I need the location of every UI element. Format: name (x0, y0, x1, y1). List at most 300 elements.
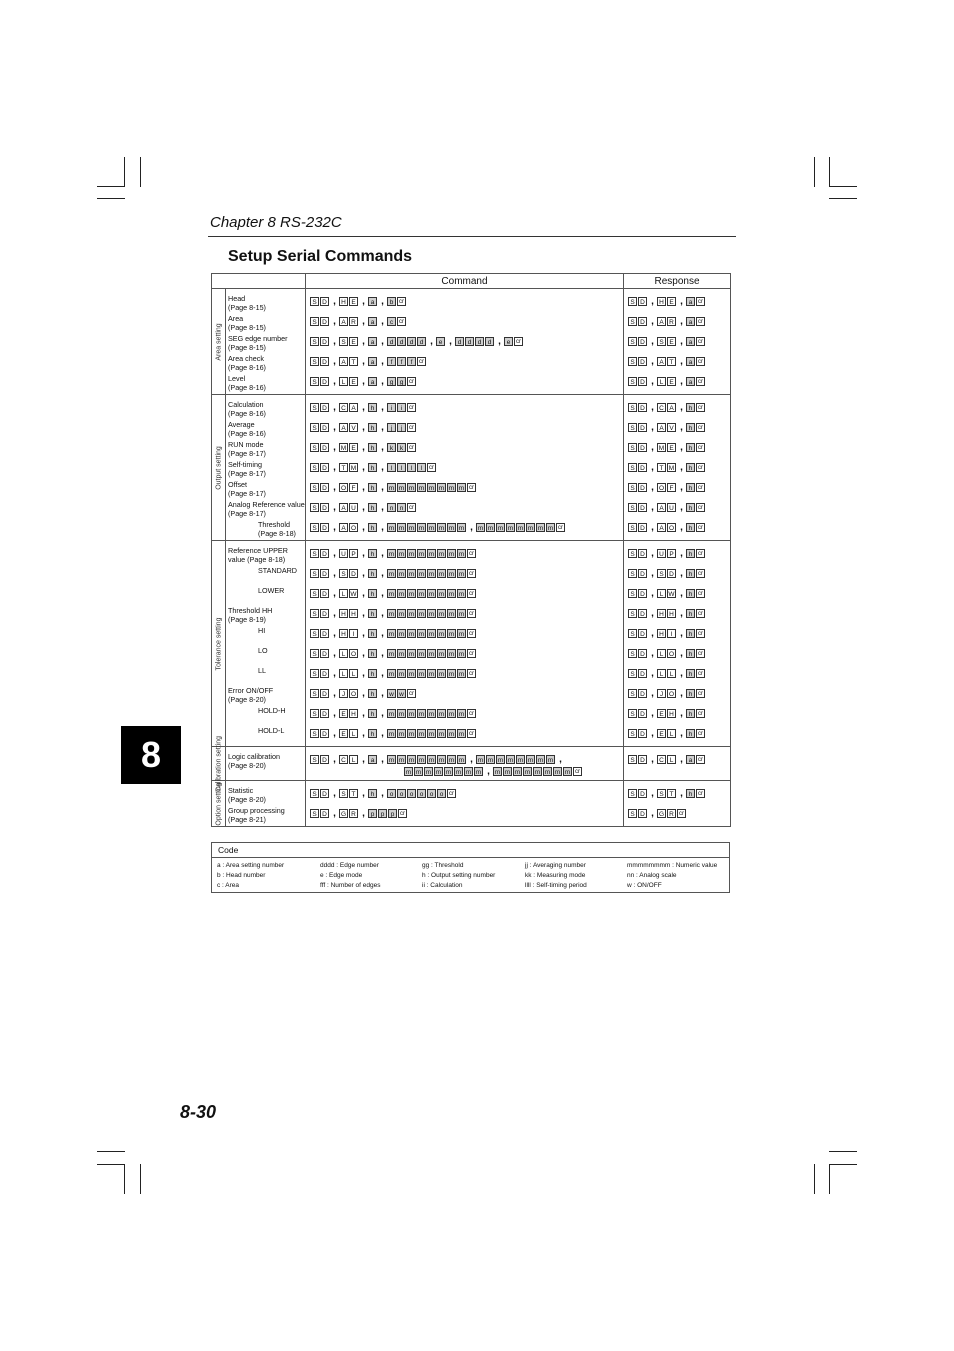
char-box: D (320, 609, 329, 618)
char-box: m (398, 485, 405, 492)
char-comma: , (362, 668, 365, 679)
char-box: m (428, 631, 435, 638)
response-row (624, 603, 730, 623)
char-box: O (340, 485, 347, 492)
char-box: m (428, 651, 435, 658)
char-sequence (306, 517, 623, 533)
char-comma: , (362, 808, 365, 819)
label-page-ref: (Page 8-16) (228, 408, 266, 418)
char-box: J (657, 689, 666, 698)
response-cell (624, 395, 731, 541)
char-box: m (428, 757, 435, 764)
char-sequence (624, 683, 730, 699)
char-comma: , (651, 688, 654, 699)
char-box: O (350, 691, 357, 698)
char-comma: , (651, 668, 654, 679)
char-box: S (310, 809, 319, 818)
command-row (306, 477, 623, 497)
char-box: H (657, 297, 666, 306)
response-cell (624, 541, 731, 747)
char-box: S (310, 377, 319, 386)
char-box: D (320, 589, 329, 598)
char-box: S (310, 549, 319, 558)
char-box: S (657, 789, 666, 798)
response-row (624, 643, 730, 663)
char-cr: cr (698, 379, 703, 385)
char-box: T (667, 789, 676, 798)
char-comma: , (680, 462, 683, 473)
char-box: A (667, 403, 676, 412)
char-comma: , (362, 608, 365, 619)
char-comma: , (333, 688, 336, 699)
char-comma: , (651, 356, 654, 367)
char-box: m (517, 757, 524, 764)
code-entry: c : Area (217, 882, 240, 889)
char-sequence (624, 603, 730, 619)
char-box: h (368, 569, 377, 578)
char-cr: cr (698, 757, 703, 763)
char-comma: , (381, 648, 384, 659)
char-box: S (628, 423, 637, 432)
char-box: m (398, 731, 405, 738)
response-row (624, 749, 730, 777)
command-row (306, 683, 623, 703)
char-box: m (487, 757, 494, 764)
char-comma: , (651, 608, 654, 619)
code-column (627, 861, 717, 891)
char-box: S (310, 669, 319, 678)
char-box: D (638, 443, 647, 452)
char-comma: , (333, 548, 336, 559)
char-comma: , (333, 668, 336, 679)
char-box: h (368, 523, 377, 532)
char-comma: , (362, 708, 365, 719)
char-box: S (310, 789, 319, 798)
char-box: m (398, 551, 405, 558)
crop-mark (97, 198, 125, 199)
char-box: D (638, 317, 647, 326)
char-box: D (320, 483, 329, 492)
command-table (211, 273, 731, 827)
char-sequence (624, 437, 730, 453)
char-box: S (628, 463, 637, 472)
char-box: S (310, 463, 319, 472)
char-box: E (339, 729, 348, 738)
char-box: E (667, 377, 676, 386)
char-box: h (368, 709, 377, 718)
char-box: m (507, 757, 514, 764)
char-sequence (624, 543, 730, 559)
char-box: m (438, 551, 445, 558)
char-box: D (320, 689, 329, 698)
crop-mark (140, 1164, 141, 1194)
char-comma: , (381, 402, 384, 413)
char-box: m (408, 711, 415, 718)
char-comma: , (651, 296, 654, 307)
response-cell (624, 289, 731, 395)
char-box: m (408, 757, 415, 764)
char-box: m (458, 525, 465, 532)
char-box: d (397, 337, 406, 346)
char-cr: cr (469, 711, 474, 717)
char-box: E (349, 297, 358, 306)
char-box: m (408, 571, 415, 578)
row-label (226, 543, 305, 563)
char-cr: cr (698, 505, 703, 511)
char-sequence (306, 663, 623, 679)
char-cr: cr (698, 339, 703, 345)
char-sequence (306, 497, 623, 513)
char-box: S (628, 523, 637, 532)
char-box: m (458, 631, 465, 638)
char-box: A (657, 357, 666, 366)
row-label (226, 417, 305, 437)
char-box: C (339, 403, 348, 412)
char-box: I (667, 629, 676, 638)
response-row (624, 563, 730, 583)
char-cr: cr (698, 691, 703, 697)
char-comma: , (333, 728, 336, 739)
char-comma: , (333, 568, 336, 579)
char-box: D (320, 337, 329, 346)
char-box: m (398, 671, 405, 678)
char-comma: , (680, 568, 683, 579)
command-row (306, 723, 623, 743)
char-box: m (428, 591, 435, 598)
char-box: c (387, 317, 396, 326)
label-text: Threshold (258, 520, 290, 529)
char-box: m (388, 591, 395, 598)
char-comma: , (680, 688, 683, 699)
char-box: A (657, 423, 666, 432)
char-box: m (418, 757, 425, 764)
char-box: m (438, 571, 445, 578)
char-comma: , (651, 442, 654, 453)
command-row (306, 703, 623, 723)
char-box: L (339, 649, 348, 658)
row-label (226, 477, 305, 497)
char-box: S (628, 609, 637, 618)
char-box: h (686, 709, 695, 718)
char-cr: cr (698, 319, 703, 325)
char-box: S (628, 629, 637, 638)
char-box: m (408, 651, 415, 658)
char-box: S (628, 809, 637, 818)
char-cr: cr (698, 611, 703, 617)
response-row (624, 663, 730, 683)
char-box: h (368, 463, 377, 472)
char-box: L (657, 669, 666, 678)
response-row (624, 683, 730, 703)
char-comma: , (651, 708, 654, 719)
crop-mark (124, 157, 125, 187)
char-box: m (418, 571, 425, 578)
char-box: h (686, 549, 695, 558)
label-text: Offset (228, 480, 248, 489)
char-cr: cr (698, 731, 703, 737)
char-cr: cr (698, 359, 703, 365)
char-box: m (425, 769, 432, 776)
char-box: m (408, 551, 415, 558)
crop-mark (814, 1164, 815, 1194)
char-box: D (320, 357, 329, 366)
char-box: m (534, 769, 541, 776)
category-label: Calibration setting (215, 735, 222, 792)
char-box: S (310, 357, 319, 366)
char-sequence (306, 703, 623, 719)
char-sequence (624, 623, 730, 639)
char-box: h (686, 649, 695, 658)
char-comma: , (381, 608, 384, 619)
label-text: Head (228, 294, 246, 303)
char-box: m (418, 731, 425, 738)
char-cr: cr (698, 631, 703, 637)
char-sequence (306, 291, 623, 307)
char-box: D (638, 629, 647, 638)
char-box: h (686, 443, 695, 452)
char-box: m (504, 769, 511, 776)
char-cr: cr (419, 359, 424, 365)
response-row (624, 311, 730, 331)
char-sequence (306, 783, 623, 799)
label-text: Self-timing (228, 460, 262, 469)
category-group (212, 395, 731, 541)
command-column-header: Command (306, 274, 624, 289)
char-box: m (458, 611, 465, 618)
char-box: j (397, 423, 406, 432)
char-box: h (686, 789, 695, 798)
char-box: m (438, 525, 445, 532)
char-box: W (668, 591, 675, 598)
char-box: m (524, 769, 531, 776)
char-comma: , (651, 728, 654, 739)
category-group (212, 289, 731, 395)
char-box: S (628, 377, 637, 386)
char-box: m (438, 651, 445, 658)
char-box: d (465, 337, 474, 346)
row-label (226, 803, 305, 823)
char-cr: cr (698, 405, 703, 411)
char-comma: , (362, 316, 365, 327)
char-box: k (397, 443, 406, 452)
char-box: S (310, 483, 319, 492)
char-box: m (517, 525, 524, 532)
char-box: E (339, 709, 348, 718)
char-box: S (339, 569, 348, 578)
char-box: m (497, 757, 504, 764)
char-sequence (624, 749, 730, 765)
char-sequence (306, 351, 623, 367)
row-label (226, 437, 305, 457)
char-box: S (310, 337, 319, 346)
char-box: m (477, 525, 484, 532)
char-box: S (628, 755, 637, 764)
command-row (306, 397, 623, 417)
command-row (306, 643, 623, 663)
char-comma: , (680, 648, 683, 659)
char-box: I (349, 629, 358, 638)
char-box: D (638, 649, 647, 658)
label-page-ref: (Page 8-16) (228, 382, 266, 392)
char-box: P (349, 549, 358, 558)
char-box: A (657, 317, 666, 326)
char-sequence (624, 563, 730, 579)
code-entry: llll : Self-timing period (525, 882, 587, 889)
char-box: m (448, 485, 455, 492)
char-cr: cr (469, 591, 474, 597)
char-box: m (405, 769, 412, 776)
label-page-ref: (Page 8-21) (228, 814, 266, 824)
char-box: m (438, 485, 445, 492)
response-row (624, 437, 730, 457)
char-comma: , (381, 422, 384, 433)
char-box: S (628, 337, 637, 346)
char-box: a (686, 297, 695, 306)
command-cell (306, 395, 624, 541)
char-box: m (448, 731, 455, 738)
char-comma: , (381, 376, 384, 387)
command-row (306, 563, 623, 583)
label-text: LL (258, 666, 266, 675)
char-box: H (657, 609, 666, 618)
char-comma: , (333, 628, 336, 639)
label-page-ref: (Page 8-20) (228, 794, 266, 804)
char-comma: , (362, 754, 365, 765)
char-comma: , (381, 522, 384, 533)
char-box: h (368, 549, 377, 558)
command-row (306, 311, 623, 331)
char-box: w (397, 689, 406, 698)
char-box: h (368, 589, 377, 598)
char-box: m (408, 631, 415, 638)
char-box: m (438, 731, 445, 738)
char-box: m (428, 571, 435, 578)
char-box: h (368, 483, 377, 492)
char-box: o (427, 789, 436, 798)
char-box: D (320, 503, 329, 512)
char-box: o (437, 789, 446, 798)
response-row (624, 583, 730, 603)
char-box: m (428, 611, 435, 618)
char-cr: cr (698, 671, 703, 677)
chapter-heading: Chapter 8 RS-232C (210, 214, 342, 231)
char-box: D (638, 503, 647, 512)
category-label: Option setting (215, 781, 222, 826)
char-comma: , (381, 708, 384, 719)
crop-mark (829, 157, 830, 187)
char-box: m (408, 611, 415, 618)
char-sequence (624, 417, 730, 433)
char-cr: cr (469, 551, 474, 557)
char-sequence (624, 583, 730, 599)
char-box: D (638, 589, 647, 598)
char-comma: , (333, 708, 336, 719)
category-group (212, 541, 731, 747)
char-box: S (310, 317, 319, 326)
category-group (212, 747, 731, 781)
char-box: E (657, 729, 666, 738)
char-comma: , (680, 668, 683, 679)
char-box: D (638, 755, 647, 764)
char-box: f (387, 357, 396, 366)
char-comma: , (333, 502, 336, 513)
char-sequence (306, 563, 623, 579)
char-box: A (657, 523, 666, 532)
response-row (624, 703, 730, 723)
char-box: D (320, 729, 329, 738)
char-sequence (624, 331, 730, 347)
char-comma: , (333, 422, 336, 433)
char-box: D (320, 809, 329, 818)
char-box: S (310, 523, 319, 532)
row-label (226, 331, 305, 351)
char-box: S (310, 729, 319, 738)
char-box: T (657, 463, 666, 472)
char-cr: cr (409, 691, 414, 697)
char-box: E (657, 709, 666, 718)
command-row (306, 603, 623, 623)
char-box: a (368, 317, 377, 326)
label-text: Threshold HH (228, 606, 273, 615)
char-box: H (667, 609, 676, 618)
char-box: D (638, 669, 647, 678)
char-box: R (667, 317, 676, 326)
char-box: E (349, 377, 358, 386)
label-text: LOWER (258, 586, 285, 595)
command-row (306, 543, 623, 563)
char-box: S (310, 403, 319, 412)
char-comma: , (680, 502, 683, 513)
response-row (624, 397, 730, 417)
char-box: m (388, 611, 395, 618)
char-box: m (448, 591, 455, 598)
char-box: m (418, 631, 425, 638)
char-cr: cr (698, 711, 703, 717)
char-sequence (624, 723, 730, 739)
char-cr: cr (469, 671, 474, 677)
char-comma: , (381, 316, 384, 327)
char-comma: , (333, 522, 336, 533)
char-box: R (349, 317, 358, 326)
char-comma: , (362, 442, 365, 453)
char-sequence (624, 663, 730, 679)
char-comma: , (651, 482, 654, 493)
char-sequence (624, 351, 730, 367)
char-comma: , (333, 402, 336, 413)
char-box: S (310, 629, 319, 638)
char-box: a (368, 755, 377, 764)
command-row (306, 663, 623, 683)
char-box: T (349, 357, 358, 366)
code-column (320, 861, 380, 891)
char-box: p (388, 809, 397, 818)
row-label (226, 517, 305, 537)
char-comma: , (362, 422, 365, 433)
char-comma: , (651, 548, 654, 559)
char-cr: cr (698, 299, 703, 305)
char-box: h (686, 609, 695, 618)
char-comma: , (362, 728, 365, 739)
char-box: a (368, 357, 377, 366)
char-cr: cr (469, 485, 474, 491)
char-box: m (418, 525, 425, 532)
char-box: m (448, 551, 455, 558)
char-box: m (448, 571, 455, 578)
label-page-ref: (Page 8-20) (228, 760, 266, 770)
char-sequence (306, 765, 623, 777)
char-comma: , (333, 608, 336, 619)
char-comma: , (381, 442, 384, 453)
